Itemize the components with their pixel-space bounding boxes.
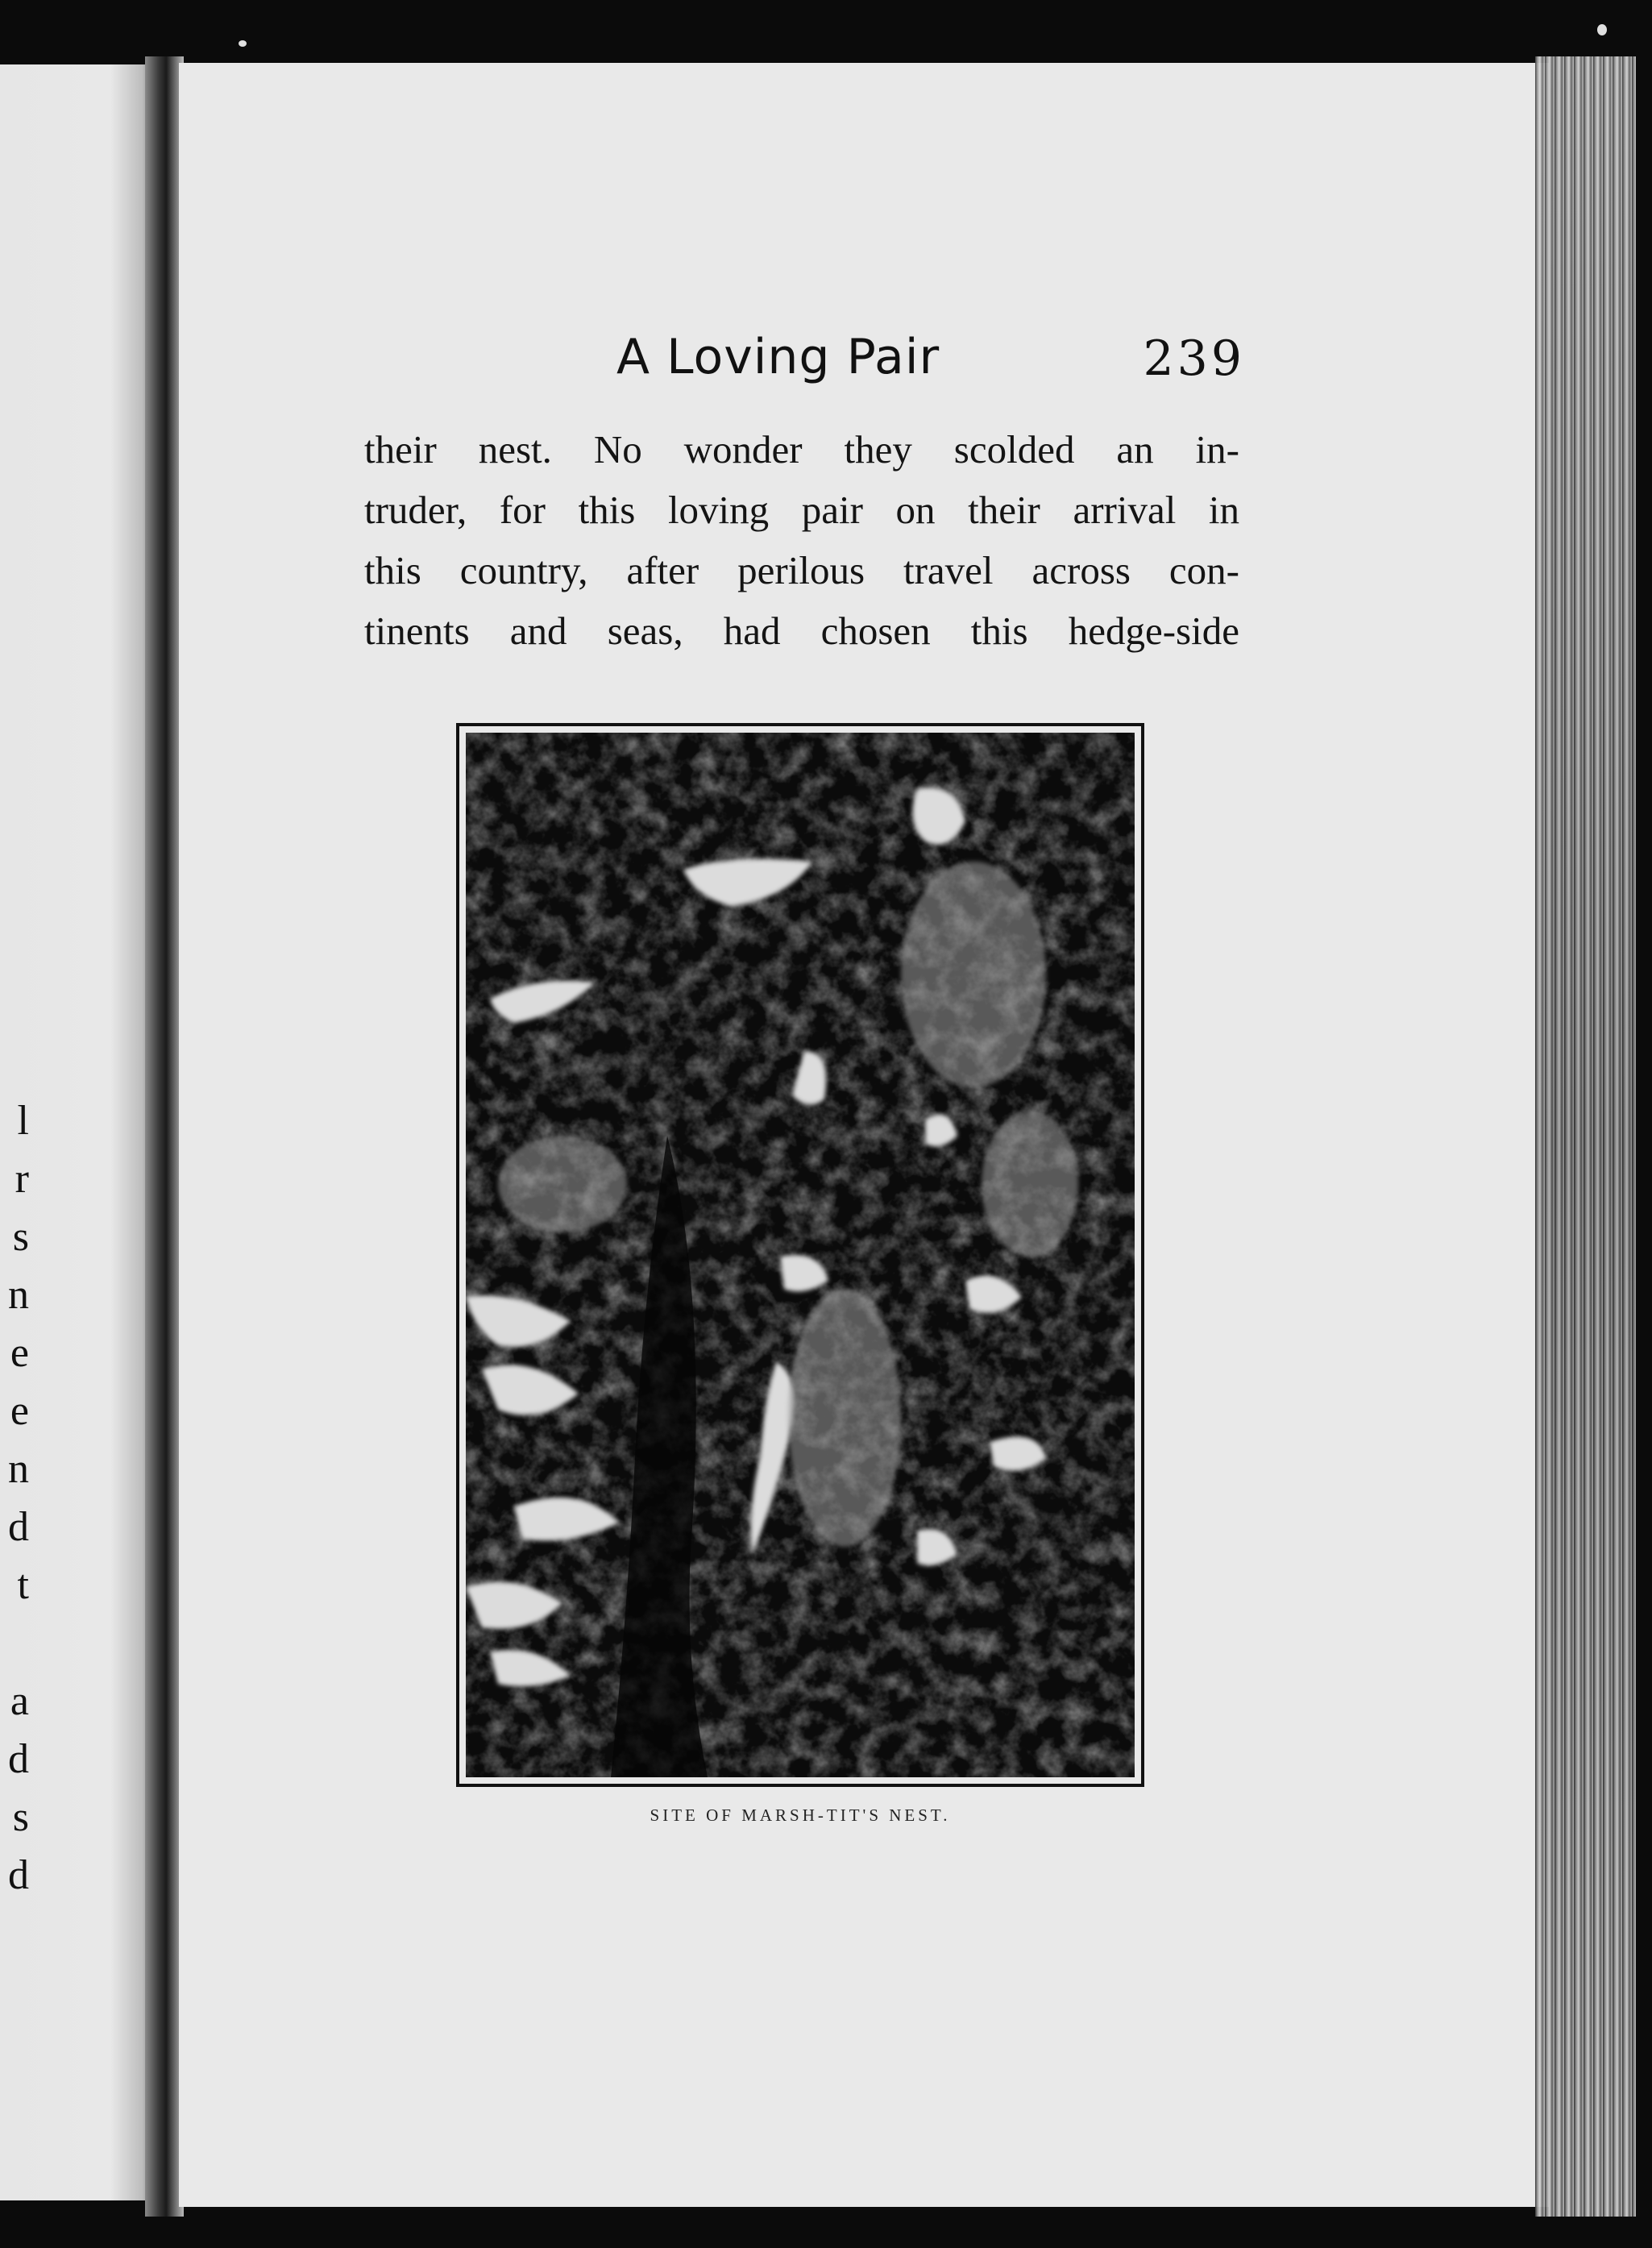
text-fragment: s <box>12 1214 29 1260</box>
text-fragment: e <box>10 1330 29 1376</box>
photo-texture <box>466 733 1135 1777</box>
body-paragraph <box>364 419 1239 661</box>
text-line: truder, for this loving pair on their arrival in <box>364 488 1239 532</box>
text-fragment: s <box>12 1794 29 1840</box>
page-edges <box>1535 56 1636 2217</box>
text-line: tinents and seas, had chosen this hedge-side <box>364 609 1239 653</box>
text-fragment: n <box>8 1446 29 1492</box>
text-fragment: d <box>8 1504 29 1550</box>
plate-caption: SITE OF MARSH-TIT'S NEST. <box>650 1805 951 1825</box>
running-head <box>616 329 1245 401</box>
text-fragment: r <box>15 1156 29 1202</box>
text-fragment <box>0 1614 32 1672</box>
text-line: this country, after perilous travel across con- <box>364 548 1239 592</box>
page-number: 239 <box>1143 330 1245 387</box>
facing-page-text-fragments <box>0 1092 32 1905</box>
marsh-tit-nest-photograph <box>466 733 1135 1777</box>
scan-speck <box>1597 24 1607 35</box>
illustration-plate <box>456 723 1144 1787</box>
text-fragment: l <box>17 1098 29 1144</box>
book-gutter <box>145 56 184 2217</box>
text-fragment: d <box>8 1852 29 1898</box>
facing-page <box>0 64 158 2200</box>
text-fragment: e <box>10 1388 29 1434</box>
text-fragment: d <box>8 1736 29 1782</box>
text-fragment: a <box>10 1678 29 1724</box>
scan-speck <box>239 40 247 47</box>
text-fragment: n <box>8 1272 29 1318</box>
text-line: their nest. No wonder they scolded an in- <box>364 427 1239 472</box>
chapter-title: A Loving Pair <box>616 329 940 385</box>
text-fragment: t <box>17 1562 29 1608</box>
